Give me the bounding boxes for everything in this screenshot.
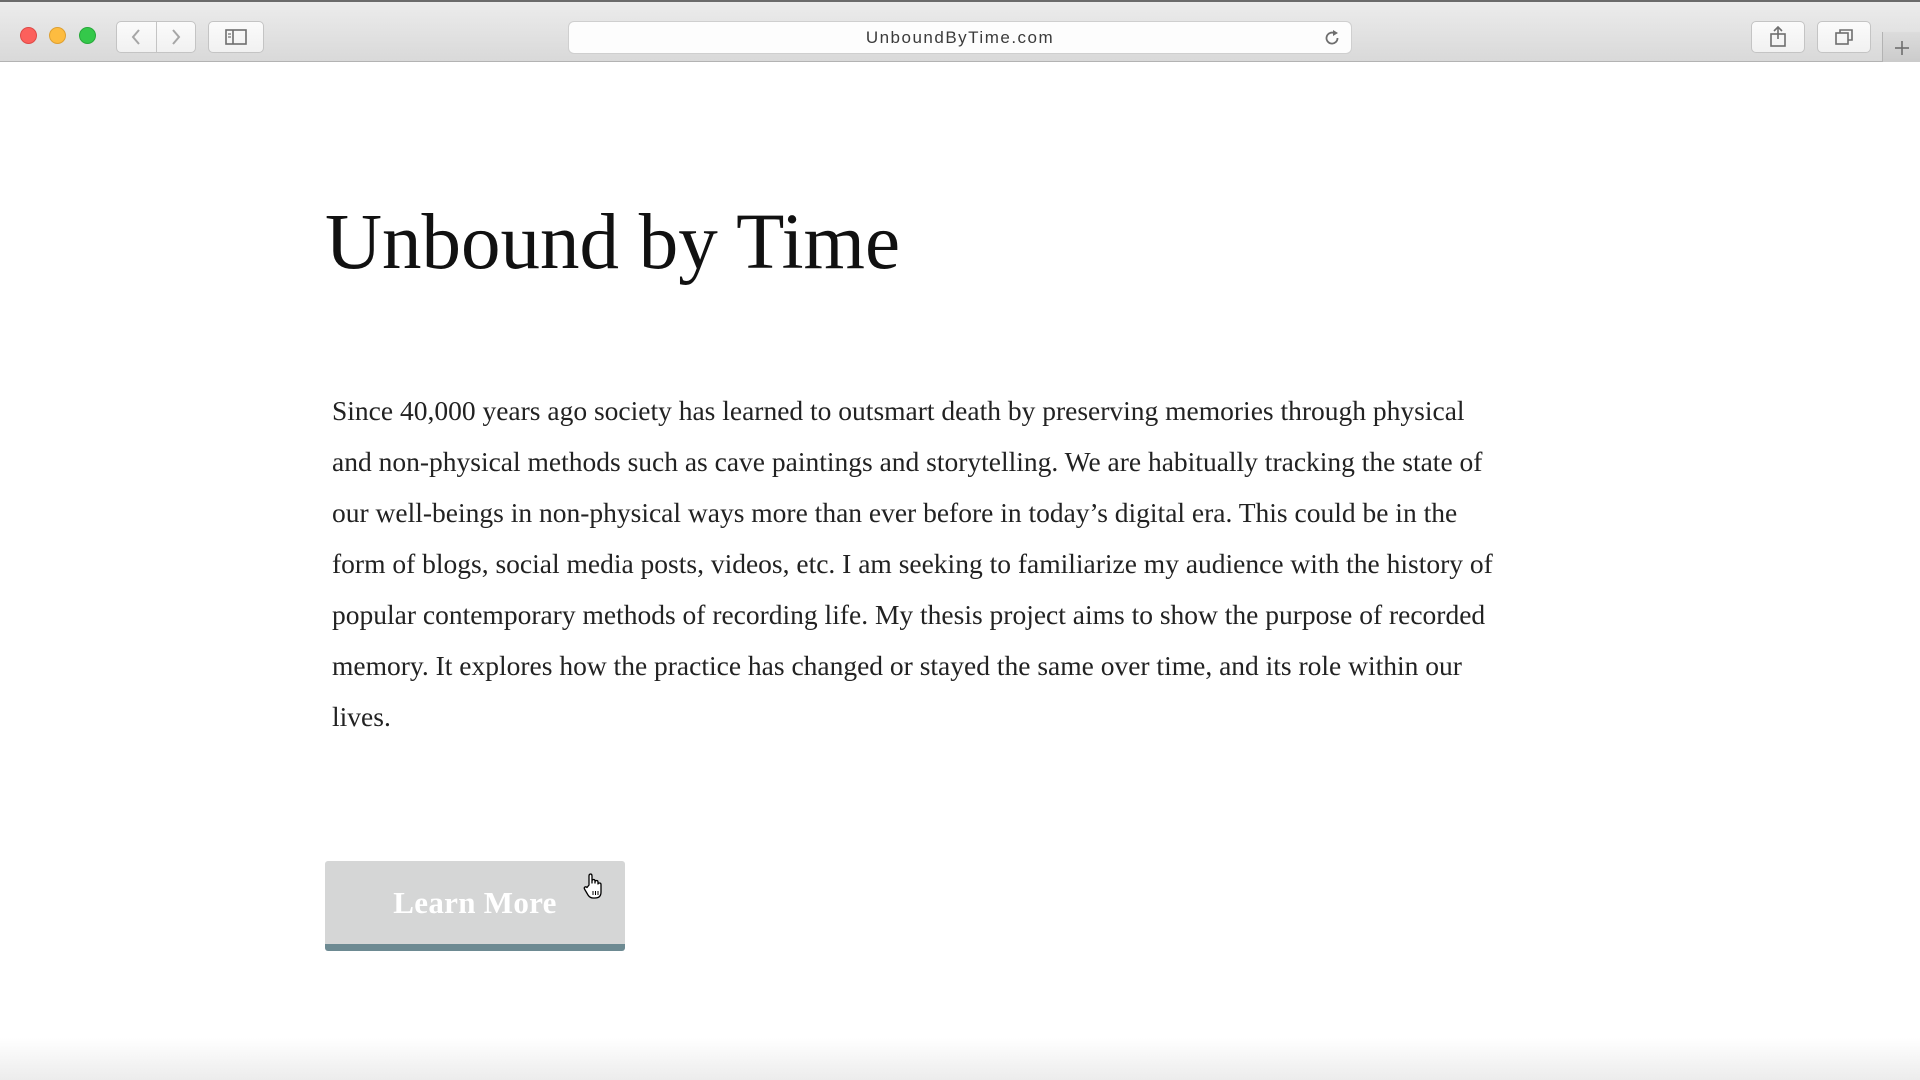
close-window-button[interactable] bbox=[20, 27, 37, 44]
new-tab-button[interactable] bbox=[1882, 32, 1920, 64]
navigation-buttons bbox=[116, 21, 196, 53]
web-page bbox=[0, 62, 1920, 1080]
share-icon bbox=[1769, 26, 1787, 48]
url-text: UnboundByTime.com bbox=[865, 28, 1055, 47]
learn-more-button[interactable] bbox=[325, 861, 625, 951]
intro-paragraph: Since 40,000 years ago society has learned to outsmart death by preserving memories through physical and non-physical methods such as cave paintings and storytelling. We are habitually tracking the state of our well-beings in non-physical ways more than ever before in today’s digital era. This could be in the form of blogs, social media posts, videos, etc. I am seeking to familiarize my audience with the history of popular contemporary methods of recording life. My thesis project aims to show the purpose of recorded memory. It explores how the practice has changed or stayed the same over time, and its role within our lives. bbox=[332, 395, 1493, 732]
sidebar-icon bbox=[225, 29, 247, 45]
chevron-left-icon bbox=[129, 27, 143, 47]
chevron-right-icon bbox=[169, 27, 183, 47]
page-title: Unbound by Time bbox=[325, 199, 901, 286]
sidebar-button[interactable] bbox=[208, 21, 264, 53]
hand-cursor-icon bbox=[582, 872, 606, 902]
forward-button[interactable] bbox=[157, 22, 196, 52]
address-bar[interactable] bbox=[568, 21, 1352, 54]
maximize-window-button[interactable] bbox=[79, 27, 96, 44]
plus-icon bbox=[1893, 39, 1911, 57]
back-button[interactable] bbox=[117, 22, 157, 52]
share-button[interactable] bbox=[1751, 21, 1805, 53]
tabs-overview-icon bbox=[1834, 28, 1854, 46]
tabs-overview-button[interactable] bbox=[1817, 21, 1871, 53]
page-bottom-shade bbox=[0, 1038, 1920, 1080]
browser-toolbar bbox=[0, 0, 1920, 62]
reload-icon[interactable] bbox=[1322, 28, 1342, 48]
learn-more-label: Learn More bbox=[393, 884, 557, 920]
minimize-window-button[interactable] bbox=[49, 27, 66, 44]
